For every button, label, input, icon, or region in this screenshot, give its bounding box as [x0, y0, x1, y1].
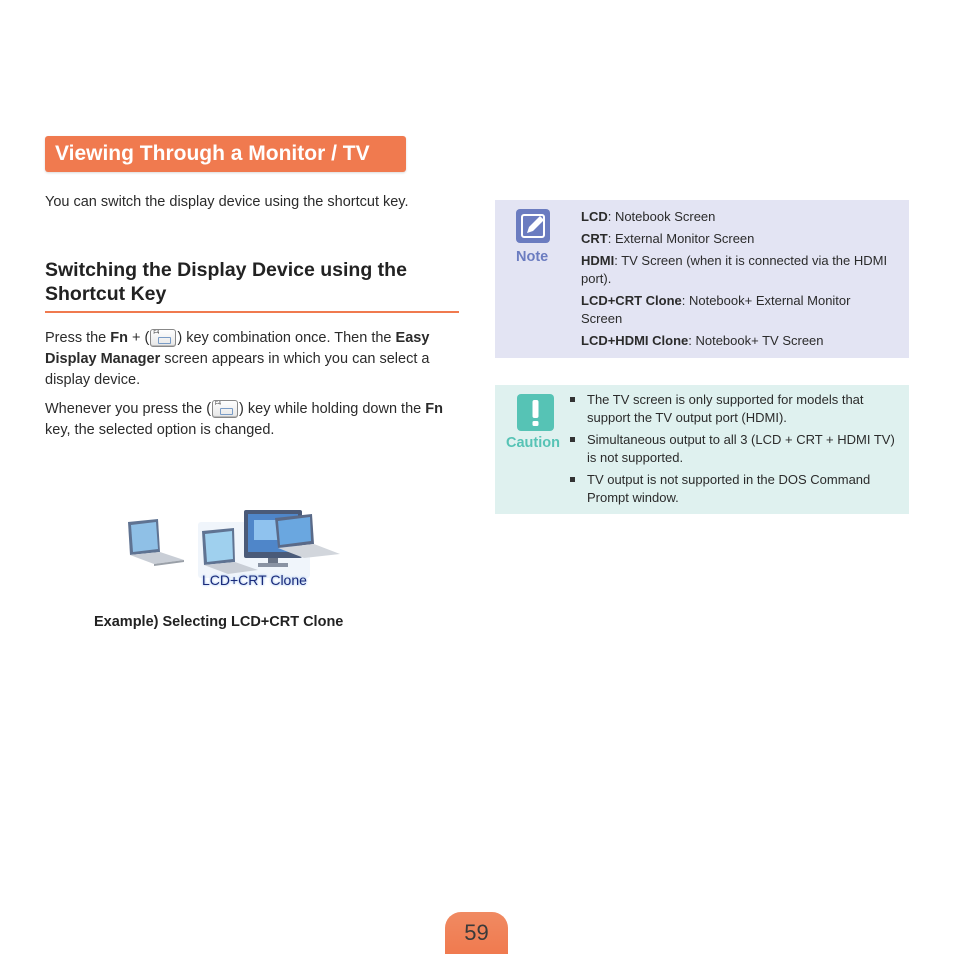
- caution-item-text: The TV screen is only supported for models that support the TV output port (HDMI).: [587, 392, 864, 425]
- note-item: [581, 252, 891, 288]
- caution-label: Caution: [506, 435, 560, 451]
- caution-item: [587, 391, 902, 427]
- page-number-tab: [445, 912, 508, 954]
- note-label: Note: [516, 249, 549, 265]
- figure-caption: Example) Selecting LCD+CRT Clone: [94, 614, 344, 630]
- text: Whenever you press the (: [45, 401, 212, 417]
- paragraph-cycle: [45, 399, 463, 441]
- note-item: [581, 292, 891, 328]
- bullet-icon: [570, 397, 575, 402]
- desc: : Notebook Screen: [607, 209, 716, 224]
- fn-key-label: Fn: [425, 401, 443, 417]
- term: CRT: [581, 231, 608, 246]
- section-banner: [45, 136, 406, 172]
- subheading: Switching the Display Device using the Shortcut Key: [45, 259, 407, 305]
- term: LCD+HDMI Clone: [581, 333, 689, 348]
- bullet-icon: [570, 437, 575, 442]
- desc: : TV Screen (when it is connected via the HDMI port).: [581, 253, 888, 286]
- illustration-label: LCD+CRT Clone: [202, 572, 307, 588]
- note-item: [581, 208, 891, 226]
- desc: : External Monitor Screen: [607, 231, 755, 246]
- exclamation-icon: [517, 394, 554, 431]
- f4-display-switch-key-icon: F4: [150, 329, 176, 347]
- fn-key-label: Fn: [110, 330, 128, 346]
- term: HDMI: [581, 253, 615, 268]
- laptop-with-monitor-icon: [198, 510, 340, 578]
- note-box: [495, 200, 909, 358]
- easy-display-manager-label: Easy Display Manager: [45, 330, 430, 367]
- text: key, the selected option is changed.: [45, 422, 275, 438]
- text: + (: [128, 330, 150, 346]
- caution-item: [587, 471, 902, 507]
- desc: : Notebook+ External Monitor Screen: [581, 293, 851, 326]
- caution-item: [587, 431, 902, 467]
- caution-item-text: Simultaneous output to all 3 (LCD + CRT + HDMI TV) is not supported.: [587, 432, 895, 465]
- pencil-icon: [516, 209, 550, 243]
- subheading-divider: [45, 311, 459, 313]
- text: ) key combination once. Then the: [177, 330, 396, 346]
- f4-display-switch-key-icon: F4: [212, 400, 238, 418]
- note-item: [581, 332, 891, 350]
- note-item: [581, 230, 891, 248]
- laptop-icon: [128, 519, 184, 566]
- caution-box: [495, 385, 909, 514]
- caution-item-text: TV output is not supported in the DOS Command Prompt window.: [587, 472, 871, 505]
- bullet-icon: [570, 477, 575, 482]
- section-title: Viewing Through a Monitor / TV: [55, 142, 370, 165]
- text: Press the: [45, 330, 111, 346]
- intro-text: You can switch the display device using the shortcut key.: [45, 194, 409, 210]
- term: LCD: [581, 209, 608, 224]
- desc: : Notebook+ TV Screen: [688, 333, 824, 348]
- text: screen appears in which you can select a display device.: [45, 351, 430, 388]
- text: ) key while holding down the: [239, 401, 426, 417]
- term: LCD+CRT Clone: [581, 293, 682, 308]
- paragraph-shortcut: [45, 328, 463, 391]
- page-number: 59: [464, 920, 489, 945]
